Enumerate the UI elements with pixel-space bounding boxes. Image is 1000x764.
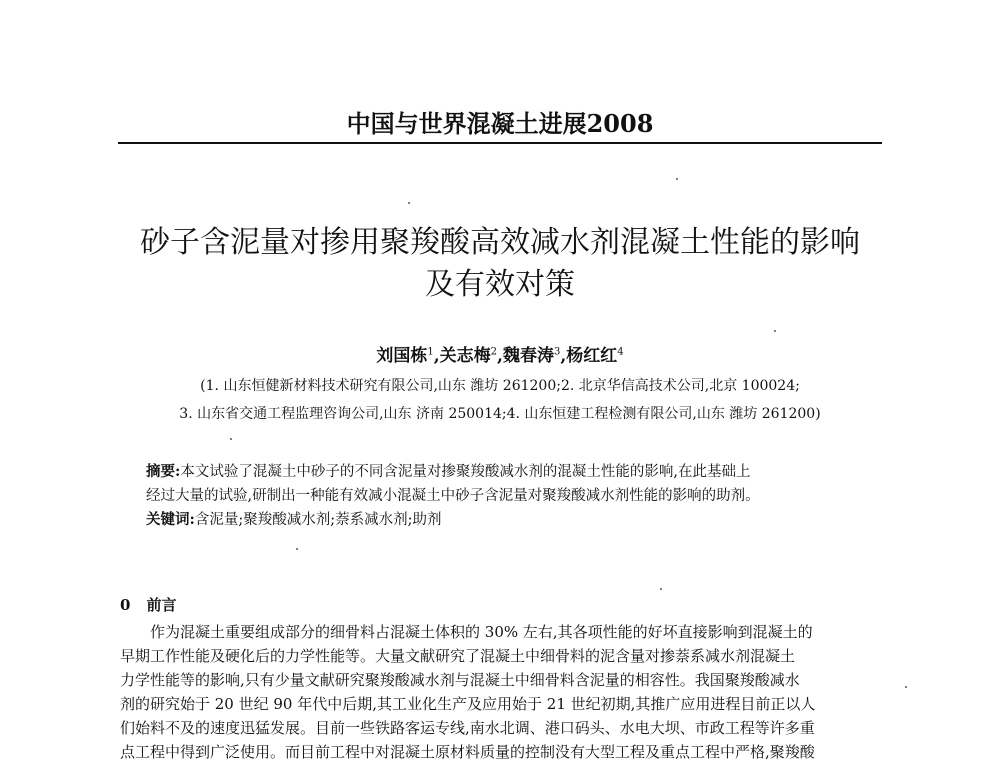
body-line: 作为混凝土重要组成部分的细骨料占混凝土体积的 30% 左右,其各项性能的好坏直接影响到混凝土的 <box>150 623 813 641</box>
abstract-line-1 <box>146 460 876 484</box>
author-list: 刘国栋$^1$,关志梅$^2$,魏春涛$^3$,杨红红$^4$ <box>376 346 624 366</box>
scan-speck <box>660 588 662 590</box>
keywords-line <box>146 508 876 532</box>
author-name: 杨红红 <box>566 346 618 366</box>
section-title: 前言 <box>146 596 177 614</box>
paper-title <box>0 222 1000 306</box>
title-line-1: 砂子含泥量对掺用聚羧酸高效减水剂混凝土性能的影响 <box>140 225 860 260</box>
author-name: 关志梅 <box>439 346 491 366</box>
scan-speck <box>774 330 776 332</box>
keywords-text: 含泥量;聚羧酸减水剂;萘系减水剂;助剂 <box>194 512 442 528</box>
author-affil-mark: 2 <box>490 346 498 358</box>
body-line: 早期工作性能及硬化后的力学性能等。大量文献研究了混凝土中细骨料的泥含量对掺萘系减水剂混凝土 <box>120 647 796 665</box>
scan-speck <box>905 686 907 688</box>
title-line-2: 及有效对策 <box>425 267 575 302</box>
body-line: 们始料不及的速度迅猛发展。目前一些铁路客运专线,南水北调、港口码头、水电大坝、市政工程等许多重 <box>120 719 815 737</box>
body-line: 力学性能等的影响,只有少量文献研究聚羧酸减水剂与混凝土中细骨料含泥量的相容性。我国聚羧酸减水 <box>120 671 800 689</box>
abstract-block <box>146 460 876 532</box>
body-line: 点工程中得到广泛使用。而目前工程中对混凝土原材料质量的控制没有大型工程及重点工程中严格,聚羧酸 <box>120 743 815 761</box>
scan-speck <box>676 178 678 180</box>
author-name: 魏春涛 <box>502 346 554 366</box>
author-affil-mark: 4 <box>617 346 624 358</box>
keywords-label: 关键词: <box>146 511 195 528</box>
abstract-text-1: 本文试验了混凝土中砂子的不同含泥量对掺聚羧酸减水剂的混凝土性能的影响,在此基础上 <box>180 464 751 480</box>
scan-speck <box>296 548 298 550</box>
author-name: 刘国栋 <box>376 346 428 366</box>
affiliation-line-2: 3. 山东省交通工程监理咨询公司,山东 济南 250014;4. 山东恒建工程检测有限公司,山东 潍坊 261200) <box>179 406 821 422</box>
body-paragraph <box>120 620 890 764</box>
scan-speck <box>230 438 232 440</box>
journal-header: 中国与世界混凝土进展2008 <box>346 109 654 138</box>
author-affil-mark: 3 <box>553 346 561 358</box>
header-rule <box>118 142 882 144</box>
abstract-label: 摘要: <box>146 463 181 480</box>
abstract-line-2: 经过大量的试验,研制出一种能有效减小混凝土中砂子含泥量对聚羧酸减水剂性能的影响的助剂。 <box>146 488 760 504</box>
body-line: 剂的研究始于 20 世纪 90 年代中后期,其工业化生产及应用始于 21 世纪初期,其推广应用进程目前正以人 <box>120 695 816 713</box>
affiliation-line-1: (1. 山东恒健新材料技术研究有限公司,山东 潍坊 261200;2. 北京华信高技术公司,北京 100024; <box>200 378 800 394</box>
scan-speck <box>408 202 410 204</box>
author-affil-mark: 1 <box>427 346 434 358</box>
section-heading <box>120 594 176 615</box>
section-number: 0 <box>120 596 131 614</box>
